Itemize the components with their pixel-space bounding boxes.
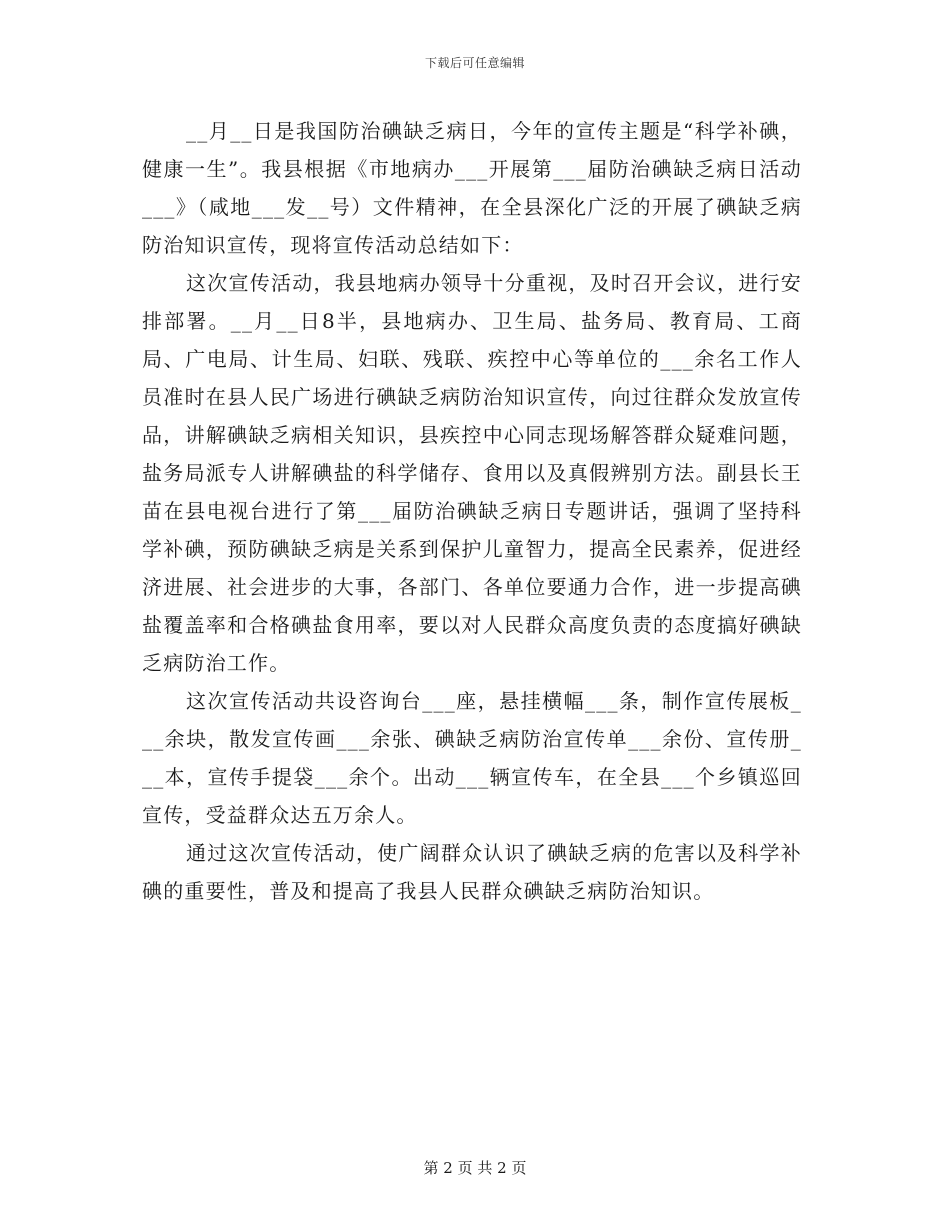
paragraph-intro: __月__日是我国防治碘缺乏病日，今年的宣传主题是“科学补碘，健康一生”。我县根据《市地病办___开展第___届防治碘缺乏病日活动___》（咸地___发__号）文件精神，在全县深化广泛的开展了碘缺乏病防治知识宣传，现将宣传活动总结如下： — [142, 119, 802, 257]
page-header: 下载后可任意编辑 — [424, 56, 525, 70]
page-number: 第 2 页 共 2 页 — [423, 1159, 527, 1177]
paragraph-activity: 这次宣传活动，我县地病办领导十分重视，及时召开会议，进行安排部署。__月__日8半，县地病办、卫生局、盐务局、教育局、工商局、广电局、计生局、妇联、残联、疾控中心等单位的___余名工作人员准时在县人民广场进行碘缺乏病防治知识宣传，向过往群众发放宣传品，讲解碘缺乏病相关知识，县疾控中心同志现场解答群众疑难问题，盐务局派专人讲解碘盐的科学储存、食用以及真假辨别方法。副县长王苗在县电视台进行了第___届防治碘缺乏病日专题讲话，强调了坚持科学补碘，预防碘缺乏病是关系到保护儿童智力，提高全民素养，促进经济进展、社会进步的大事，各部门、各单位要通力合作，进一步提高碘盐覆盖率和合格碘盐食用率，要以对人民群众高度负责的态度搞好碘缺乏病防治工作。 — [142, 271, 802, 675]
document-body — [142, 112, 802, 910]
paragraph-materials: 这次宣传活动共设咨询台___座，悬挂横幅___条，制作宣传展板___余块，散发宣传画___余张、碘缺乏病防治宣传单___余份、宣传册___本，宣传手提袋___余个。出动___辆宣传车，在全县___个乡镇巡回宣传，受益群众达五万余人。 — [142, 689, 802, 827]
paragraph-conclusion: 通过这次宣传活动，使广阔群众认识了碘缺乏病的危害以及科学补碘的重要性，普及和提高了我县人民群众碘缺乏病防治知识。 — [142, 841, 802, 903]
